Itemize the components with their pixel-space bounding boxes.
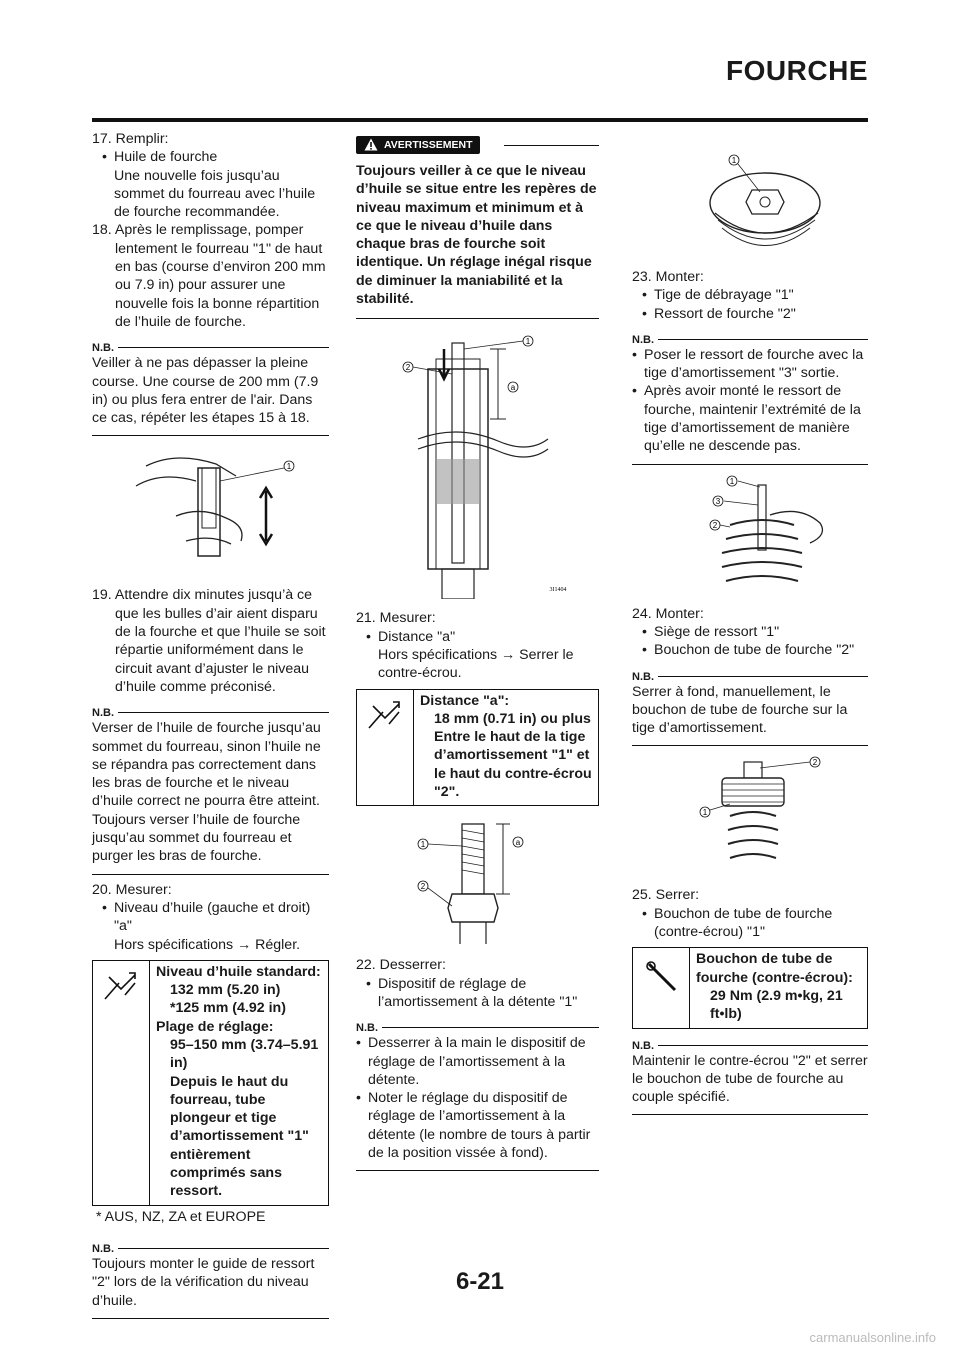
page-number: 6-21 [455,1268,505,1295]
column-right [632,130,868,1115]
note-label: N.B. [356,1022,382,1034]
step-21-bullet: • Distance "a" [356,628,599,646]
watermark: carmanualsonline.info [809,1330,936,1345]
damper-rod-locknut-illustration [398,816,558,946]
callout-label: 2 [712,520,718,530]
callout-label: 2 [812,758,818,768]
spec-line: 18 mm (0.71 in) ou plus [434,710,591,727]
step-17: 17. Remplir: [92,131,169,147]
spec-line: Bouchon de tube de fourche (contre-écrou): [696,951,853,986]
spec-line: Entre le haut de la tige d’amortissement "1" et le haut du contre-écrou "2". [434,729,592,801]
note-item: • Desserrer à la main le dispositif de réglage de l’amortissement à la détente. [356,1034,599,1089]
figure-code: 3I1404 [549,587,566,594]
callout-label: 3 [715,496,721,506]
note-text: Verser de l’huile de fourche jusqu’au sommet du fourreau, sinon l’huile ne se répandra pas correctement dans les bras de fourche et le niveau d’huile correct ne pourra être atteint. Toujours verser l’huile de fourche jusqu’au sommet du fourreau et purger les bras de fourche. [92,720,321,865]
step-19: 19. Attendre dix minutes jusqu’à ce que les bulles d’air aient disparu de la fourche et que l’huile se soit répartie uniformément dans le circuit avant d’ajuster le niveau d’huile comme préconisé. [92,587,326,695]
fork-pumping-illustration [116,446,306,576]
note-item: • Après avoir monté le ressort de fourche, maintenir l’extrémité de la tige d’amortissement de manière qu’elle ne descende pas. [632,382,868,455]
warning-box [356,136,599,319]
note-4 [356,1019,599,1171]
note-label: N.B. [632,671,658,683]
footnote: * AUS, NZ, ZA et EUROPE [96,1208,266,1225]
fork-cap-illustration [660,756,840,876]
callout-label: 1 [420,840,425,850]
note-item: • Noter le réglage du dispositif de réglage de l’amortissement à la détente (le nombre de tours à partir de la position vissée à fond). [356,1089,599,1162]
spec-box-torque [632,947,868,1028]
note-label: N.B. [632,1040,658,1052]
step-24-bullet: • Bouchon de tube de fourche "2" [632,641,868,659]
callout-label: 1 [525,337,530,347]
callout-label: a [515,838,520,848]
step-25: 25. Serrer: [632,887,700,904]
step-20-text: Hors spécifications → Régler. [114,936,301,953]
step-22: 22. Desserrer: [356,957,446,974]
step-17-text: Une nouvelle fois jusqu’au sommet du fourreau avec l’huile de fourche recommandée. [114,167,316,221]
spec-line: Plage de réglage: [156,1018,274,1035]
warning-triangle-icon [364,138,378,151]
spec-line: 132 mm (5.20 in) [170,982,281,999]
spec-line: *125 mm (4.92 in) [170,1000,286,1017]
column-left [92,130,329,1319]
note-label: N.B. [92,1243,118,1255]
note-text: Toujours monter le guide de ressort "2" lors de la vérification du niveau d’huile. [92,1255,315,1309]
step-22-bullet: • Dispositif de réglage de l’amortissement à la détente "1" [356,975,599,1012]
step-23-bullet: • Ressort de fourche "2" [632,305,868,323]
header-rule [92,118,868,122]
step-25-bullet: • Bouchon de tube de fourche (contre-écrou) "1" [632,905,868,942]
warning-badge: AVERTISSEMENT [356,136,480,154]
callout-label: 2 [405,363,410,373]
callout-label: 2 [420,882,425,892]
step-24-bullet: • Siège de ressort "1" [632,623,868,641]
note-label: N.B. [92,707,118,719]
callout-label: 1 [286,462,291,472]
step-20: 20. Mesurer: [92,881,172,898]
note-1 [92,339,329,436]
oil-level-measurement-illustration [378,329,578,599]
warning-text: Toujours veiller à ce que le niveau d’huile se situe entre les repères de niveau maximum et minimum et à ce que le niveau d’huile dans chaque bras de fourche soit identique. Un réglage inégal risque de diminuer la maniabilité et la stabilité. [356,163,597,308]
spec-line: 95–150 mm (3.74–5.91 in) [170,1036,319,1072]
page-title: FOURCHE [726,55,868,86]
spec-line: Niveau d’huile standard: [156,963,321,980]
step-21: 21. Mesurer: [356,610,436,627]
step-23: 23. Monter: [632,269,704,285]
note-item: • Poser le ressort de fourche avec la tige d’amortissement "3" sortie. [632,346,868,383]
note-text: Veiller à ne pas dépasser la pleine course. Une course de 200 mm (7.9 in) ou plus fera entrer de l'air. Dans ce cas, répéter les étapes 15 à 18. [92,355,319,427]
step-23-bullet: • Tige de débrayage "1" [632,286,868,304]
spec-line: 29 Nm (2.9 m•kg, 21 ft•lb) [710,987,843,1023]
note-6 [632,668,868,747]
callout-label: a [510,383,515,393]
step-21-text: Hors spécifications → Serrer le contre-écrou. [378,646,574,682]
column-middle [356,130,599,1171]
note-label: N.B. [632,334,658,346]
callout-label: 1 [702,808,708,818]
note-label: N.B. [92,342,118,354]
step-20-bullet: • Niveau d’huile (gauche et droit) "a" [92,899,329,936]
wrench-gauge-icon [101,969,141,1005]
rebound-adjuster-illustration [660,148,840,258]
spec-line: Distance "a": [420,692,510,709]
note-2 [92,704,329,874]
step-18: 18. Après le remplissage, pomper lentement le fourreau "1" de haut en bas (course d’environ 200 mm ou 7.9 in) pour assurer une nouvelle fois la bonne répartition de l’huile de fourche. [92,222,326,330]
spring-installation-illustration [660,475,840,595]
note-text: Serrer à fond, manuellement, le bouchon de tube de fourche sur la tige d’amortissement. [632,683,848,737]
torque-wrench-icon [641,956,681,996]
note-5 [632,331,868,465]
wrench-gauge-icon [365,698,405,734]
step-17-bullet: • Huile de fourche [92,148,329,166]
note-7 [632,1037,868,1116]
callout-label: 1 [729,476,735,486]
spec-line: Depuis le haut du fourreau, tube plongeur et tige d’amortissement "1" entièrement comprimés sans ressort. [170,1073,309,1200]
callout-label: 1 [731,156,737,165]
step-24: 24. Monter: [632,605,704,622]
spec-box-oil-level [92,960,329,1206]
note-text: Maintenir le contre-écrou "2" et serrer le bouchon de tube de fourche au couple spécifié. [632,1052,868,1106]
spec-box-distance [356,689,599,807]
